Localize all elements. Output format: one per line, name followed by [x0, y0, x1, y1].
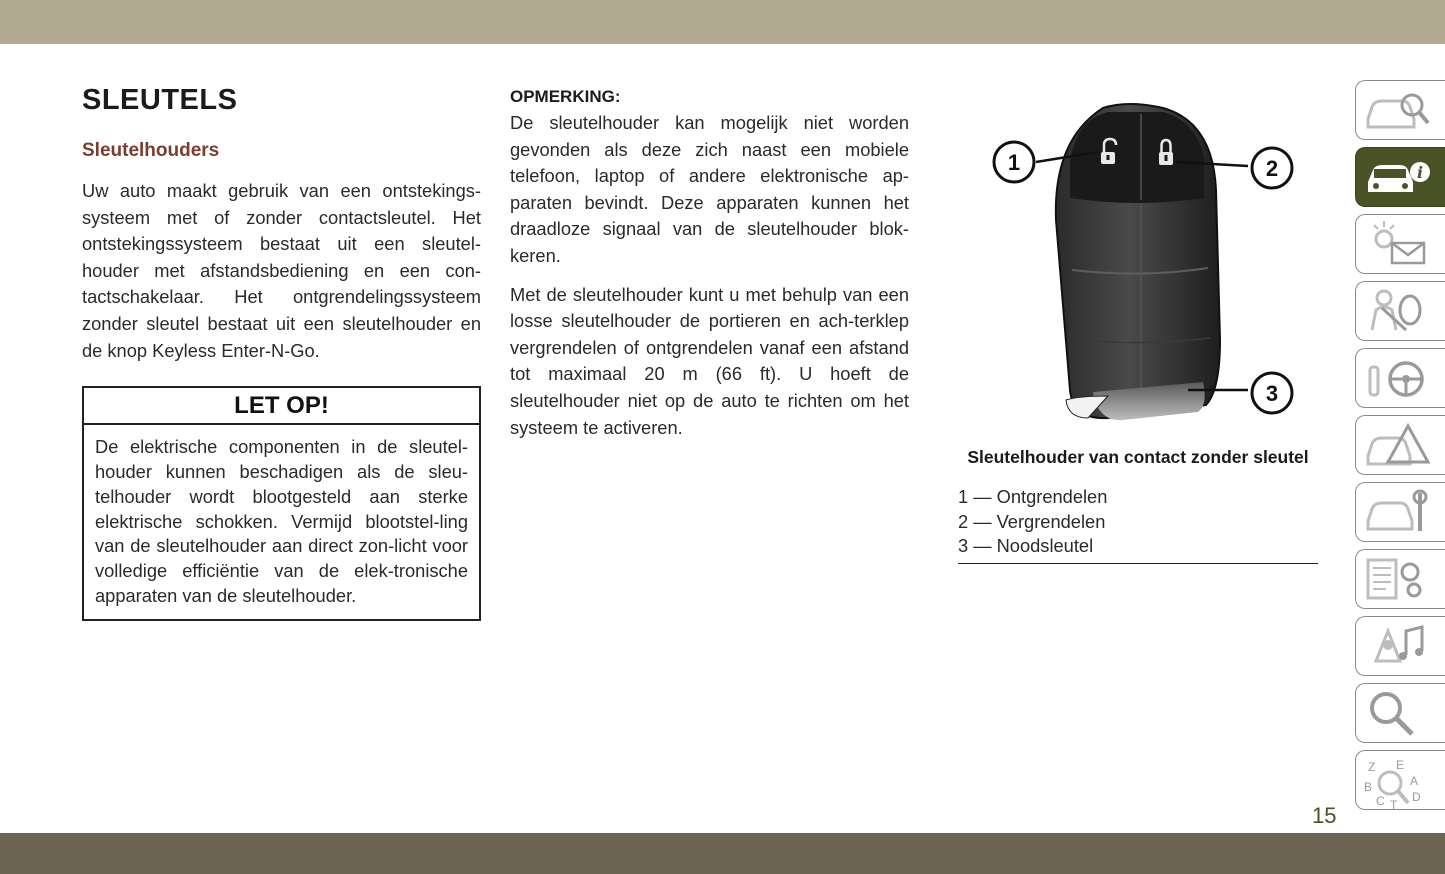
column-middle	[510, 84, 909, 441]
callout-3	[1252, 373, 1292, 413]
tab-language-index[interactable]	[1355, 750, 1445, 810]
svg-text:E: E	[1396, 758, 1405, 772]
specifications-icon	[1362, 554, 1432, 604]
svg-text:2: 2	[1265, 156, 1279, 181]
callout-1	[994, 142, 1034, 182]
multimedia-icon	[1362, 621, 1432, 671]
warning-lights-icon	[1362, 219, 1432, 269]
safety-airbag-icon	[1362, 286, 1432, 336]
svg-text:Z: Z	[1368, 760, 1376, 774]
legend-item-emergency-key: 3 — Noodsleutel	[958, 535, 1094, 556]
tab-warning-lights[interactable]	[1355, 214, 1445, 274]
column-left	[82, 80, 481, 621]
tab-specifications[interactable]	[1355, 549, 1445, 609]
tab-car-info[interactable]	[1355, 147, 1445, 207]
figure-caption: Sleutelhouder van contact zonder sleutel	[967, 447, 1309, 467]
range-paragraph: Met de sleutelhouder kunt u met behulp van een losse sleutelhouder de portieren en ach-terklep vergrendelen of ontgrendelen vanaf een afstand tot maximaal 20 m (66 ft). U hoeft de sleutelhouder niet op de auto te richten om het systeem te activeren.	[510, 283, 909, 438]
svg-text:C: C	[1376, 794, 1385, 808]
steering-start-icon	[1362, 353, 1432, 403]
top-bar	[0, 0, 1445, 44]
page-number: 15	[1312, 803, 1337, 828]
fob-button-panel	[1070, 112, 1204, 203]
key-fob-illustration	[958, 100, 1318, 430]
bottom-bar	[0, 833, 1445, 874]
svg-text:T: T	[1390, 798, 1398, 811]
warning-text: De elektrische componenten in de sleutel-houder kunnen beschadigen als de sleu-telhouder wordt blootgesteld aan sterke elektrische schokken. Vermijd blootstel-ling van de sleutelhouder aan direct zon-licht voor volledige efficiëntie van de elek-tronische apparaten van de sleutelhouder.	[95, 436, 468, 606]
key-fob-figure	[958, 100, 1318, 430]
page-title: SLEUTELS	[82, 84, 238, 116]
callout-2	[1252, 148, 1292, 188]
svg-text:i: i	[1416, 163, 1424, 182]
car-info-icon	[1362, 152, 1432, 202]
intro-paragraph: Uw auto maakt gebruik van een ontstekings-systeem met of zonder contactsleutel. Het ontstekingssysteem bestaat uit een sleutel-houder met afstandsbediening en een con-tactschakelaar. Het ontgrendelingssysteem zonder sleutel bestaat uit een sleutelhouder en de knop Keyless Enter-N-Go.	[82, 180, 481, 361]
svg-text:3: 3	[1265, 381, 1279, 406]
service-maintenance-icon	[1362, 487, 1432, 537]
warning-heading: LET OP!	[84, 388, 479, 425]
emergency-icon	[1362, 420, 1432, 470]
warning-box	[82, 386, 481, 621]
section-subtitle: Sleutelhouders	[82, 140, 220, 161]
svg-text:1: 1	[1007, 150, 1021, 175]
car-inspection-icon	[1362, 85, 1432, 135]
tab-service[interactable]	[1355, 482, 1445, 542]
index-search-icon	[1362, 688, 1432, 738]
note-paragraph: De sleutelhouder kan mogelijk niet worden gevonden als deze zich naast een mobiele telefoon, laptop of andere elektronische ap-paraten bevindt. Deze apparaten kunnen het draadloze signaal van de sleutelhouder blok-keren.	[510, 112, 909, 266]
svg-text:D: D	[1412, 790, 1421, 804]
svg-text:B: B	[1364, 780, 1373, 794]
svg-text:A: A	[1410, 774, 1419, 788]
tab-index-search[interactable]	[1355, 683, 1445, 743]
tab-emergency[interactable]	[1355, 415, 1445, 475]
legend-item-lock: 2 — Vergrendelen	[958, 510, 1106, 532]
tab-safety[interactable]	[1355, 281, 1445, 341]
figure-legend	[958, 485, 1318, 564]
tab-car-inspection[interactable]	[1355, 80, 1445, 140]
column-right	[958, 100, 1318, 556]
tab-starting-driving[interactable]	[1355, 348, 1445, 408]
note-label: OPMERKING:	[510, 87, 621, 106]
language-index-icon	[1362, 755, 1432, 811]
tab-multimedia[interactable]	[1355, 616, 1445, 676]
legend-item-unlock: 1 — Ontgrendelen	[958, 486, 1108, 507]
